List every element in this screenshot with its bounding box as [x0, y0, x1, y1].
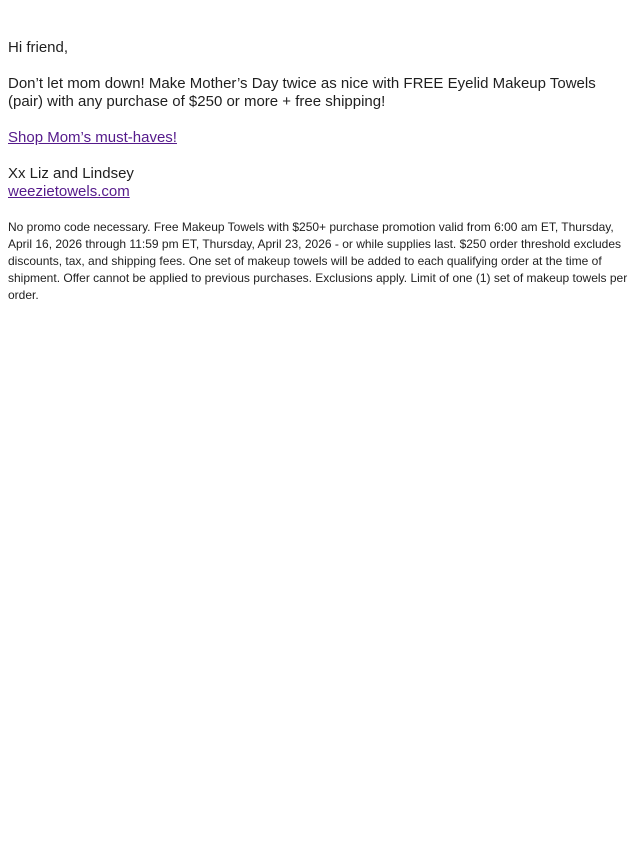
signoff-text: Xx Liz and Lindsey	[8, 165, 134, 182]
signoff-line	[8, 165, 632, 201]
greeting-text: Hi friend,	[8, 39, 69, 56]
email-body	[0, 0, 640, 304]
weezietowels-site-link[interactable]: weezietowels.com	[8, 183, 130, 200]
shop-moms-must-haves-link[interactable]: Shop Mom’s must-haves!	[8, 129, 177, 146]
fine-print-text: No promo code necessary. Free Makeup Towels with $250+ purchase promotion valid from 6:00 am ET, Thursday, April 16, 2026 through 11:59 pm ET, Thursday, April 23, 2026 - or while supplies last. $250 order threshold excludes discounts, tax, and shipping fees. One set of makeup towels will be added to each qualifying order at the time of shipment. Offer cannot be applied to previous purchases. Exclusions apply. Limit of one (1) set of makeup towels per order.	[8, 220, 628, 302]
promo-text: Don’t let mom down! Make Mother’s Day twice as nice with FREE Eyelid Makeup Towels (pair) with any purchase of $250 or more + free shipping!	[8, 75, 596, 110]
cta-line	[8, 129, 632, 147]
